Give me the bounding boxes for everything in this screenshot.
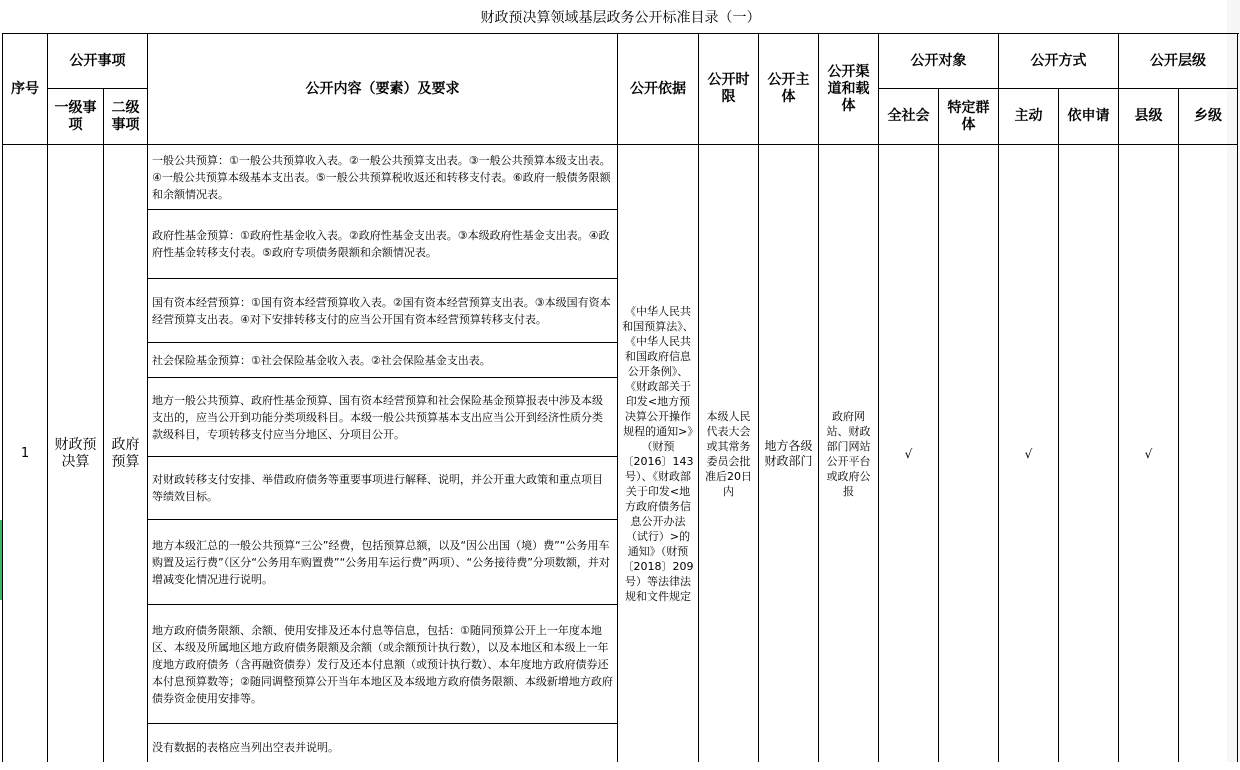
content-item: 地方一般公共预算、政府性基金预算、国有资本经营预算和社会保险基金预算报表中涉及本级支出的，应当公开到功能分类项级科目。本级一般公共预算基本支出应当公开到经济性质分类款级科目，专项转移支付应当分地区、分项目公开。 [148, 378, 617, 457]
cell-method-request [1058, 145, 1118, 762]
header-content: 公开内容（要素）及要求 [147, 34, 617, 145]
row-level2: 政府预算 [103, 145, 147, 762]
row-subject: 地方各级财政部门 [758, 145, 818, 762]
header-matter: 公开事项 [47, 34, 147, 89]
content-item: 地方本级汇总的一般公共预算“三公”经费，包括预算总额，以及“因公出国（境）费”“公务用车购置及运行费”（区分“公务用车购置费”“公务用车运行费”两项）、“公务接待费”分项数额，并对增减变化情况进行说明。 [148, 520, 617, 605]
content-item: 政府性基金预算：①政府性基金收入表。②政府性基金支出表。③本级政府性基金支出表。④政府性基金转移支付表。⑤政府专项债务限额和余额情况表。 [148, 210, 617, 279]
header-subject: 公开主体 [758, 34, 818, 145]
content-item: 一般公共预算：①一般公共预算收入表。②一般公共预算支出表。③一般公共预算本级支出表。④一般公共预算本级基本支出表。⑤一般公共预算税收返还和转移支付表。⑥政府一般债务限额和余额情况表。 [148, 145, 617, 210]
content-item: 社会保险基金预算：①社会保险基金收入表。②社会保险基金支出表。 [148, 343, 617, 378]
row-time-limit: 本级人民代表大会或其常务委员会批准后20日内 [698, 145, 758, 762]
header-tier-county: 县级 [1118, 89, 1178, 145]
check-mark-target-all: √ [878, 145, 938, 762]
header-method-request: 依申请 [1058, 89, 1118, 145]
header-level1: 一级事项 [47, 89, 103, 145]
row-level1: 财政预决算 [47, 145, 103, 762]
check-mark-method-active: √ [998, 145, 1058, 762]
header-level2: 二级事项 [103, 89, 147, 145]
header-tier-town: 乡级 [1178, 89, 1238, 145]
cell-tier-town [1178, 145, 1238, 762]
row-seq: 1 [2, 145, 47, 762]
header-channel: 公开渠道和载体 [818, 34, 878, 145]
header-target: 公开对象 [878, 34, 998, 89]
header-target-all: 全社会 [878, 89, 938, 145]
header-time-limit: 公开时限 [698, 34, 758, 145]
header-method: 公开方式 [998, 34, 1118, 89]
content-item: 地方政府债务限额、余额、使用安排及还本付息等信息，包括：①随同预算公开上一年度本地区、本级及所属地区地方政府债务限额及余额（或余额预计执行数），以及本地区和本级上一年度地方政府债务（含再融资债券）发行及还本付息额（或预计执行数）、本年度地方政府债券还本付息预算数等；②随同调整预算公开当年本地区及本级地方政府债务限额、本级新增地方政府债券资金使用安排等。 [148, 605, 617, 724]
cell-target-specific [938, 145, 998, 762]
row-channel: 政府网站、财政部门网站公开平台或政府公报 [818, 145, 878, 762]
content-item: 国有资本经营预算：①国有资本经营预算收入表。②国有资本经营预算支出表。③本级国有资本经营预算支出表。④对下安排转移支付的应当公开国有资本经营预算转移支付表。 [148, 279, 617, 343]
header-basis: 公开依据 [617, 34, 698, 145]
header-method-active: 主动 [998, 89, 1058, 145]
row-basis: 《中华人民共和国预算法》、《中华人民共和国政府信息公开条例》、《财政部关于印发<地方预决算公开操作规程的通知>》（财预〔2016〕143号）、《财政部关于印发<地方政府债务信息公开办法（试行）>的通知》（财预〔2018〕209号）等法律法规和文件规定 [617, 145, 698, 762]
content-item: 没有数据的表格应当列出空表并说明。 [152, 740, 339, 754]
header-target-specific: 特定群体 [938, 89, 998, 145]
table-title: 财政预决算领域基层政务公开标准目录（一） [2, 0, 1239, 34]
header-seq: 序号 [2, 34, 47, 145]
content-column [147, 145, 617, 762]
check-mark-tier-county: √ [1118, 145, 1178, 762]
header-tier: 公开层级 [1118, 34, 1238, 89]
content-item: 对财政转移支付安排、举借政府债务等重要事项进行解释、说明，并公开重大政策和重点项目等绩效目标。 [148, 457, 617, 520]
